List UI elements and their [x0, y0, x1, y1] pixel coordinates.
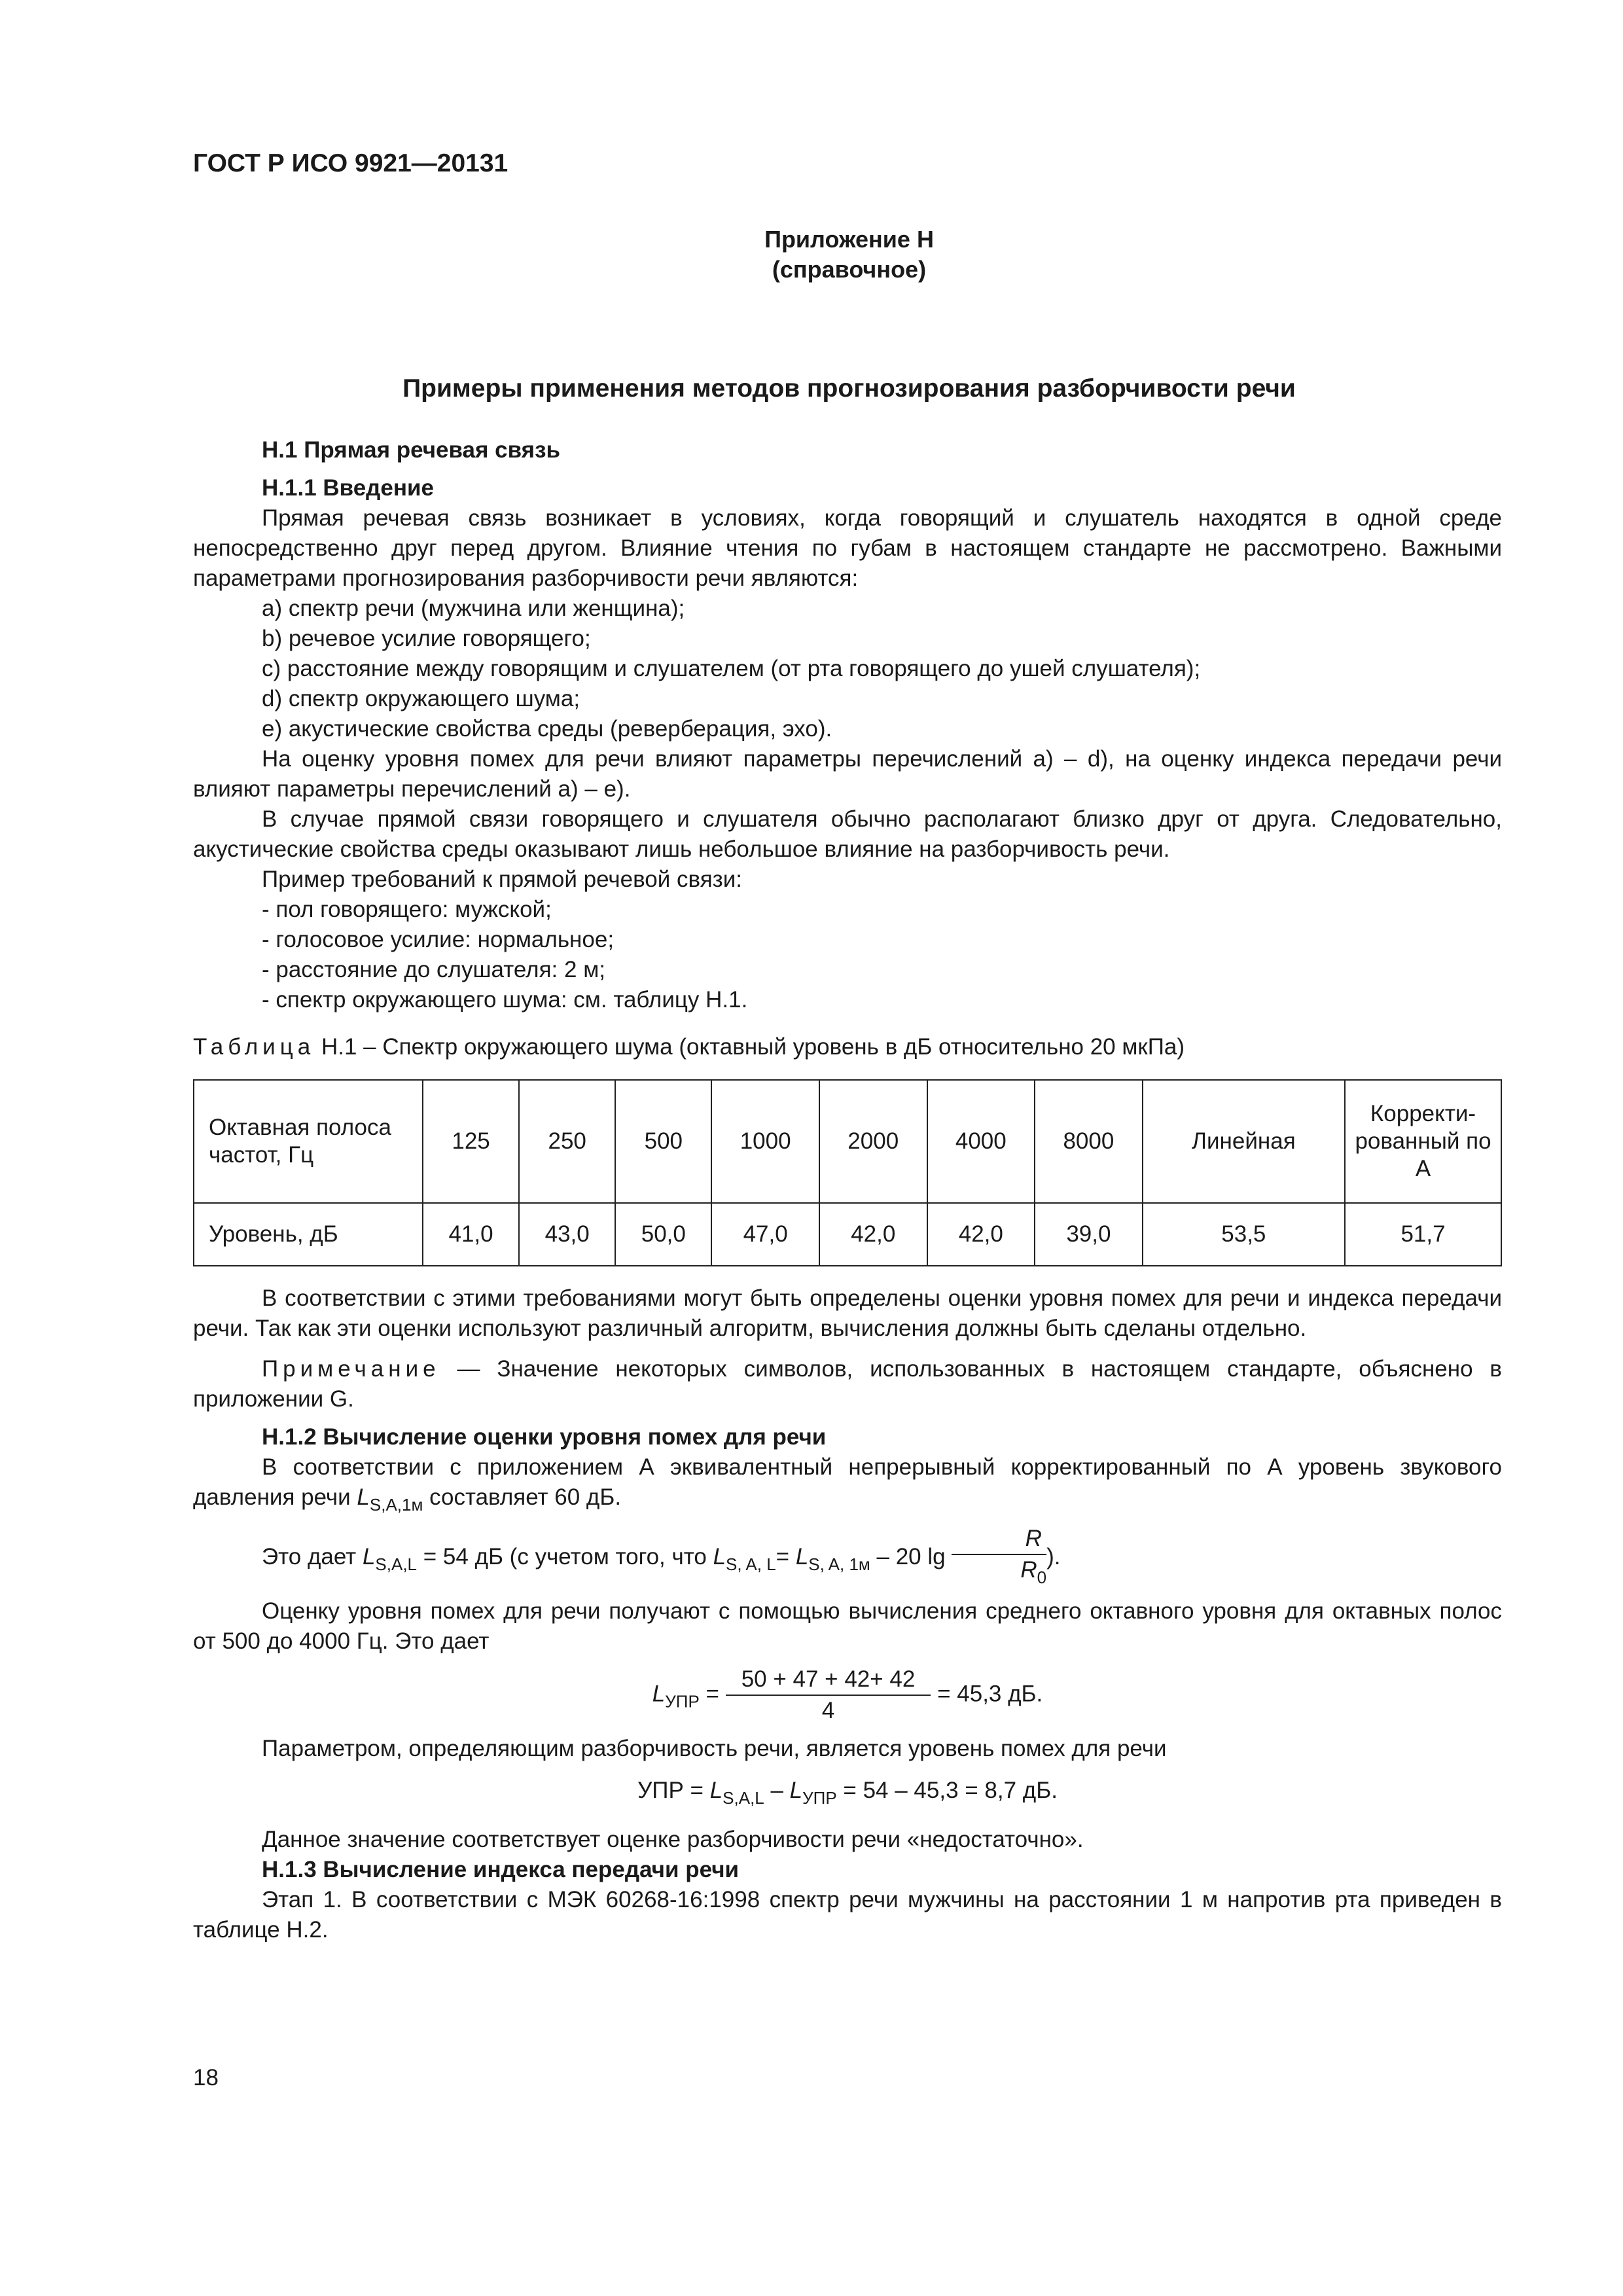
- body-text: [193, 435, 1502, 1945]
- symbol-r0: R: [1020, 1557, 1037, 1583]
- heading-h12: Н.1.2 Вычисление оценки уровня помех для речи: [262, 1424, 827, 1450]
- symbol-l: L: [795, 1543, 809, 1570]
- subscript: S,A,L: [375, 1554, 418, 1574]
- table-cell: 42,0: [927, 1203, 1035, 1266]
- equation-l-upr: [193, 1664, 1502, 1726]
- table-cell: 50,0: [615, 1203, 711, 1266]
- table-header-cell: 125: [423, 1080, 519, 1203]
- text-span: = 54 дБ (с учетом того, что: [423, 1543, 707, 1570]
- symbol-l: L: [652, 1681, 666, 1707]
- text-span: составляет 60 дБ.: [429, 1484, 622, 1510]
- subscript: УПР: [802, 1788, 837, 1808]
- annex-title: Приложение Н: [764, 226, 934, 253]
- table-header-cell: 4000: [927, 1080, 1035, 1203]
- fraction-r-r0: [952, 1524, 1046, 1592]
- note-text: — Значение некоторых символов, использованных в настоящем стандарте, объяснено в приложении G.: [193, 1356, 1502, 1412]
- table-row: [194, 1203, 1501, 1266]
- subscript: S, A, 1м: [808, 1554, 870, 1574]
- table-header-label: Октавная полоса частот, Гц: [194, 1080, 423, 1203]
- table-header-cell: 1000: [711, 1080, 819, 1203]
- table-caption-label: Таблица: [193, 1034, 315, 1060]
- paragraph-value: Данное значение соответствует оценке разборчивости речи «недостаточно».: [262, 1827, 1084, 1852]
- standard-header: ГОСТ Р ИСО 9921—20131: [193, 149, 508, 177]
- list-item: - спектр окружающего шума: см. таблицу Н.1.: [262, 987, 748, 1013]
- table-cell: 41,0: [423, 1203, 519, 1266]
- text-span: ).: [1046, 1543, 1061, 1570]
- table-header-cell: 2000: [819, 1080, 927, 1203]
- subscript: 0: [1037, 1568, 1047, 1587]
- symbol-l: L: [789, 1778, 803, 1803]
- note: [193, 1354, 1502, 1414]
- heading-h1: Н.1 Прямая речевая связь: [262, 437, 561, 463]
- table-caption-text: Н.1 – Спектр окружающего шума (октавный уровень в дБ относительно 20 мкПа): [315, 1034, 1185, 1060]
- paragraph-annex-a: [193, 1452, 1502, 1520]
- list-item: - пол говорящего: мужской;: [262, 897, 552, 922]
- fraction-denominator: 4: [821, 1698, 835, 1723]
- heading-h11: Н.1.1 Введение: [262, 475, 434, 501]
- table-row: [194, 1080, 1501, 1203]
- note-label: Примечание: [262, 1356, 440, 1382]
- table-header-cell: 500: [615, 1080, 711, 1203]
- heading-h13: Н.1.3 Вычисление индекса передачи речи: [262, 1857, 740, 1882]
- table-cell: 51,7: [1345, 1203, 1501, 1266]
- table-header-cell: Линейная: [1143, 1080, 1345, 1203]
- paragraph-example: Пример требований к прямой речевой связи:: [262, 867, 742, 892]
- table-header-cell: 250: [519, 1080, 615, 1203]
- paragraph-intro: Прямая речевая связь возникает в условиях, когда говорящий и слушатель находятся в одной среде непосредственно друг перед другом. Влияние чтения по губам в настоящем стандарте не рассмотрено. Важными параметрами прогнозирования разборчивости речи являются:: [193, 505, 1502, 591]
- paragraph-average: Оценку уровня помех для речи получают с помощью вычисления среднего октавного уровня для октавных полос от 500 до 4000 Гц. Это дает: [193, 1598, 1502, 1654]
- subscript: S, A, L: [726, 1554, 776, 1574]
- list-item: - расстояние до слушателя: 2 м;: [262, 957, 605, 982]
- symbol-l: L: [357, 1484, 370, 1510]
- symbol-l: L: [362, 1543, 376, 1570]
- table-cell: 39,0: [1035, 1203, 1143, 1266]
- symbol-l: L: [709, 1778, 723, 1803]
- text-span: = 54 – 45,3 = 8,7 дБ.: [836, 1778, 1058, 1803]
- page-number: 18: [193, 2065, 219, 2090]
- list-item: e) акустические свойства среды (реверберация, эхо).: [262, 716, 832, 742]
- paragraph-gives: [193, 1524, 1502, 1592]
- section-title: Примеры применения методов прогнозирования разборчивости речи: [402, 374, 1296, 403]
- noise-spectrum-table: [193, 1079, 1502, 1266]
- table-row-label: Уровень, дБ: [194, 1203, 423, 1266]
- table-cell: 53,5: [1143, 1203, 1345, 1266]
- subscript: S,A,1м: [369, 1495, 423, 1515]
- text-span: – 20 lg: [870, 1543, 946, 1570]
- annex-subtitle: (справочное): [772, 256, 927, 283]
- paragraph-direct: В случае прямой связи говорящего и слушателя обычно располагают близко друг от друга. Следовательно, акустические свойства среды оказывают лишь небольшое влияние на разборчивость речи.: [193, 806, 1502, 862]
- symbol-r: R: [1025, 1526, 1042, 1551]
- text-span: =: [776, 1543, 796, 1570]
- text-span: УПР =: [637, 1778, 710, 1803]
- list-item: - голосовое усилие: нормальное;: [262, 927, 615, 952]
- equation-result: = 45,3 дБ.: [937, 1681, 1043, 1707]
- text-span: –: [764, 1778, 790, 1803]
- table-header-cell: Корректи-рованный по А: [1345, 1080, 1501, 1203]
- paragraph-parameter: Параметром, определяющим разборчивость речи, является уровень помех для речи: [262, 1736, 1167, 1761]
- list-item: b) речевое усилие говорящего;: [262, 626, 591, 651]
- paragraph-accord: В соответствии с этими требованиями могут быть определены оценки уровня помех для речи и индекса передачи речи. Так как эти оценки используют различный алгоритм, вычисления должны быть сделаны отдельно.: [193, 1285, 1502, 1341]
- list-item: a) спектр речи (мужчина или женщина);: [262, 596, 685, 621]
- subscript: S,A,L: [722, 1788, 764, 1808]
- paragraph-stage1: Этап 1. В соответствии с МЭК 60268-16:1998 спектр речи мужчины на расстоянии 1 м напротив рта приведен в таблице Н.2.: [193, 1887, 1502, 1943]
- table-caption: [193, 1032, 1502, 1062]
- fraction-numerator: [952, 1524, 1046, 1555]
- table-cell: 43,0: [519, 1203, 615, 1266]
- subscript: УПР: [665, 1691, 700, 1712]
- table-cell: 42,0: [819, 1203, 927, 1266]
- fraction-average: [726, 1664, 931, 1726]
- fraction-numerator: 50 + 47 + 42+ 42: [726, 1664, 931, 1696]
- table-header-cell: 8000: [1035, 1080, 1143, 1203]
- list-item: d) спектр окружающего шума;: [262, 686, 580, 711]
- fraction-denominator: [952, 1555, 1046, 1592]
- list-item: c) расстояние между говорящим и слушателем (от рта говорящего до ушей слушателя);: [262, 656, 1201, 681]
- symbol-l: L: [713, 1543, 726, 1570]
- paragraph-params-use: На оценку уровня помех для речи влияют параметры перечислений a) – d), на оценку индекса передачи речи влияют параметры перечислений a) – e).: [193, 746, 1502, 802]
- equals-sign: =: [699, 1681, 726, 1707]
- text-span: В соответствии с приложением А эквивалентный непрерывный корректированный по А уровень звукового давления речи: [193, 1454, 1502, 1510]
- text-span: Это дает: [262, 1543, 357, 1570]
- equation-upr: [193, 1776, 1502, 1813]
- table-cell: 47,0: [711, 1203, 819, 1266]
